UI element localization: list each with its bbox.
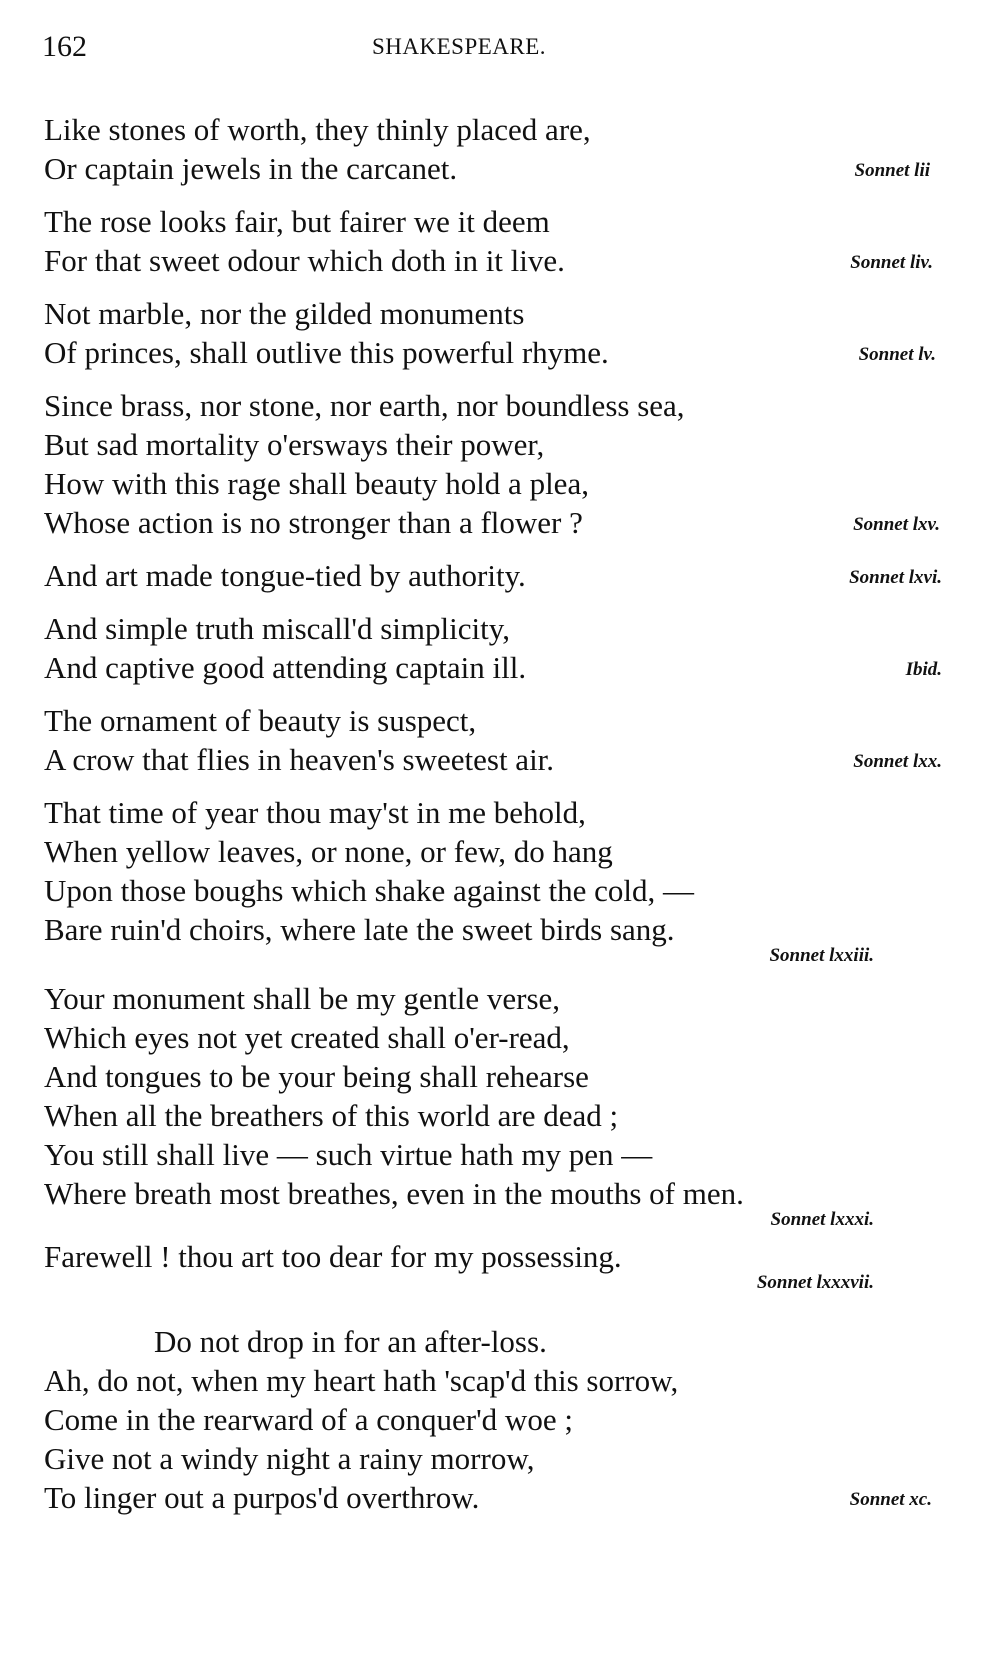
sonnet-citation: Sonnet lxxiii. [769, 945, 874, 966]
verse-line: Come in the rearward of a conquer'd woe ; [44, 1402, 573, 1437]
verse-line: When all the breathers of this world are dead ; [44, 1098, 619, 1133]
verse-line: How with this rage shall beauty hold a plea, [44, 466, 589, 501]
sonnet-citation: Ibid. [905, 659, 942, 680]
verse-line: Whose action is no stronger than a flower ? [44, 505, 583, 540]
verse-line: Do not drop in for an after-loss. [154, 1324, 547, 1359]
sonnet-citation: Sonnet xc. [849, 1489, 932, 1510]
sonnet-citation: Sonnet lv. [858, 344, 936, 365]
verse-line: Bare ruin'd choirs, where late the sweet birds sang. [44, 912, 675, 947]
sonnet-citation: Sonnet lxx. [853, 751, 942, 772]
sonnet-citation: Sonnet lxxxvii. [756, 1272, 874, 1293]
quotation-stanza [44, 386, 944, 542]
quotation-stanza [44, 609, 944, 687]
quotation-stanza [44, 979, 944, 1233]
quotation-stanza [44, 556, 944, 595]
verse-line: Like stones of worth, they thinly placed are, [44, 112, 591, 147]
verse-line: And art made tongue-tied by authority. [44, 558, 526, 593]
sonnet-citation: Sonnet lxxxi. [770, 1209, 874, 1230]
page-header [42, 30, 902, 80]
quotation-stanza [44, 793, 944, 969]
verse-line: Your monument shall be my gentle verse, [44, 981, 561, 1016]
quotation-stanza [44, 110, 944, 188]
verse-line: For that sweet odour which doth in it live. [44, 243, 565, 278]
sonnet-citation: Sonnet lii [854, 160, 930, 181]
verse-line: Upon those boughs which shake against the cold, — [44, 873, 695, 908]
quotations-body [44, 110, 944, 1517]
verse-line: Since brass, nor stone, nor earth, nor boundless sea, [44, 388, 685, 423]
verse-line: The ornament of beauty is suspect, [44, 703, 477, 738]
verse-line: A crow that flies in heaven's sweetest air. [44, 742, 555, 777]
verse-line: Not marble, nor the gilded monuments [44, 296, 525, 331]
verse-line: Farewell ! thou art too dear for my possessing. [44, 1239, 622, 1274]
quotation-stanza [44, 701, 944, 779]
verse-line: Ah, do not, when my heart hath 'scap'd this sorrow, [44, 1363, 679, 1398]
sonnet-citation: Sonnet lxv. [853, 514, 940, 535]
running-head: SHAKESPEARE. [372, 34, 547, 59]
verse-line: And tongues to be your being shall rehearse [44, 1059, 589, 1094]
verse-line: Where breath most breathes, even in the mouths of men. [44, 1176, 744, 1211]
page-number: 162 [42, 30, 87, 63]
verse-line: Which eyes not yet created shall o'er-read, [44, 1020, 570, 1055]
sonnet-citation: Sonnet lxvi. [849, 567, 942, 588]
verse-line: Or captain jewels in the carcanet. [44, 151, 458, 186]
verse-line: That time of year thou may'st in me behold, [44, 795, 586, 830]
quotation-stanza [44, 1322, 944, 1517]
quotation-stanza [44, 294, 944, 372]
quotation-stanza [44, 1237, 944, 1296]
verse-line: The rose looks fair, but fairer we it deem [44, 204, 550, 239]
verse-line: When yellow leaves, or none, or few, do hang [44, 834, 613, 869]
verse-line: But sad mortality o'ersways their power, [44, 427, 545, 462]
verse-line: You still shall live — such virtue hath my pen — [44, 1137, 653, 1172]
verse-line: Of princes, shall outlive this powerful rhyme. [44, 335, 609, 370]
verse-line: And captive good attending captain ill. [44, 650, 527, 685]
verse-line: And simple truth miscall'd simplicity, [44, 611, 510, 646]
sonnet-citation: Sonnet liv. [850, 252, 933, 273]
verse-line: To linger out a purpos'd overthrow. [44, 1480, 480, 1515]
verse-line: Give not a windy night a rainy morrow, [44, 1441, 535, 1476]
quotation-stanza [44, 202, 944, 280]
